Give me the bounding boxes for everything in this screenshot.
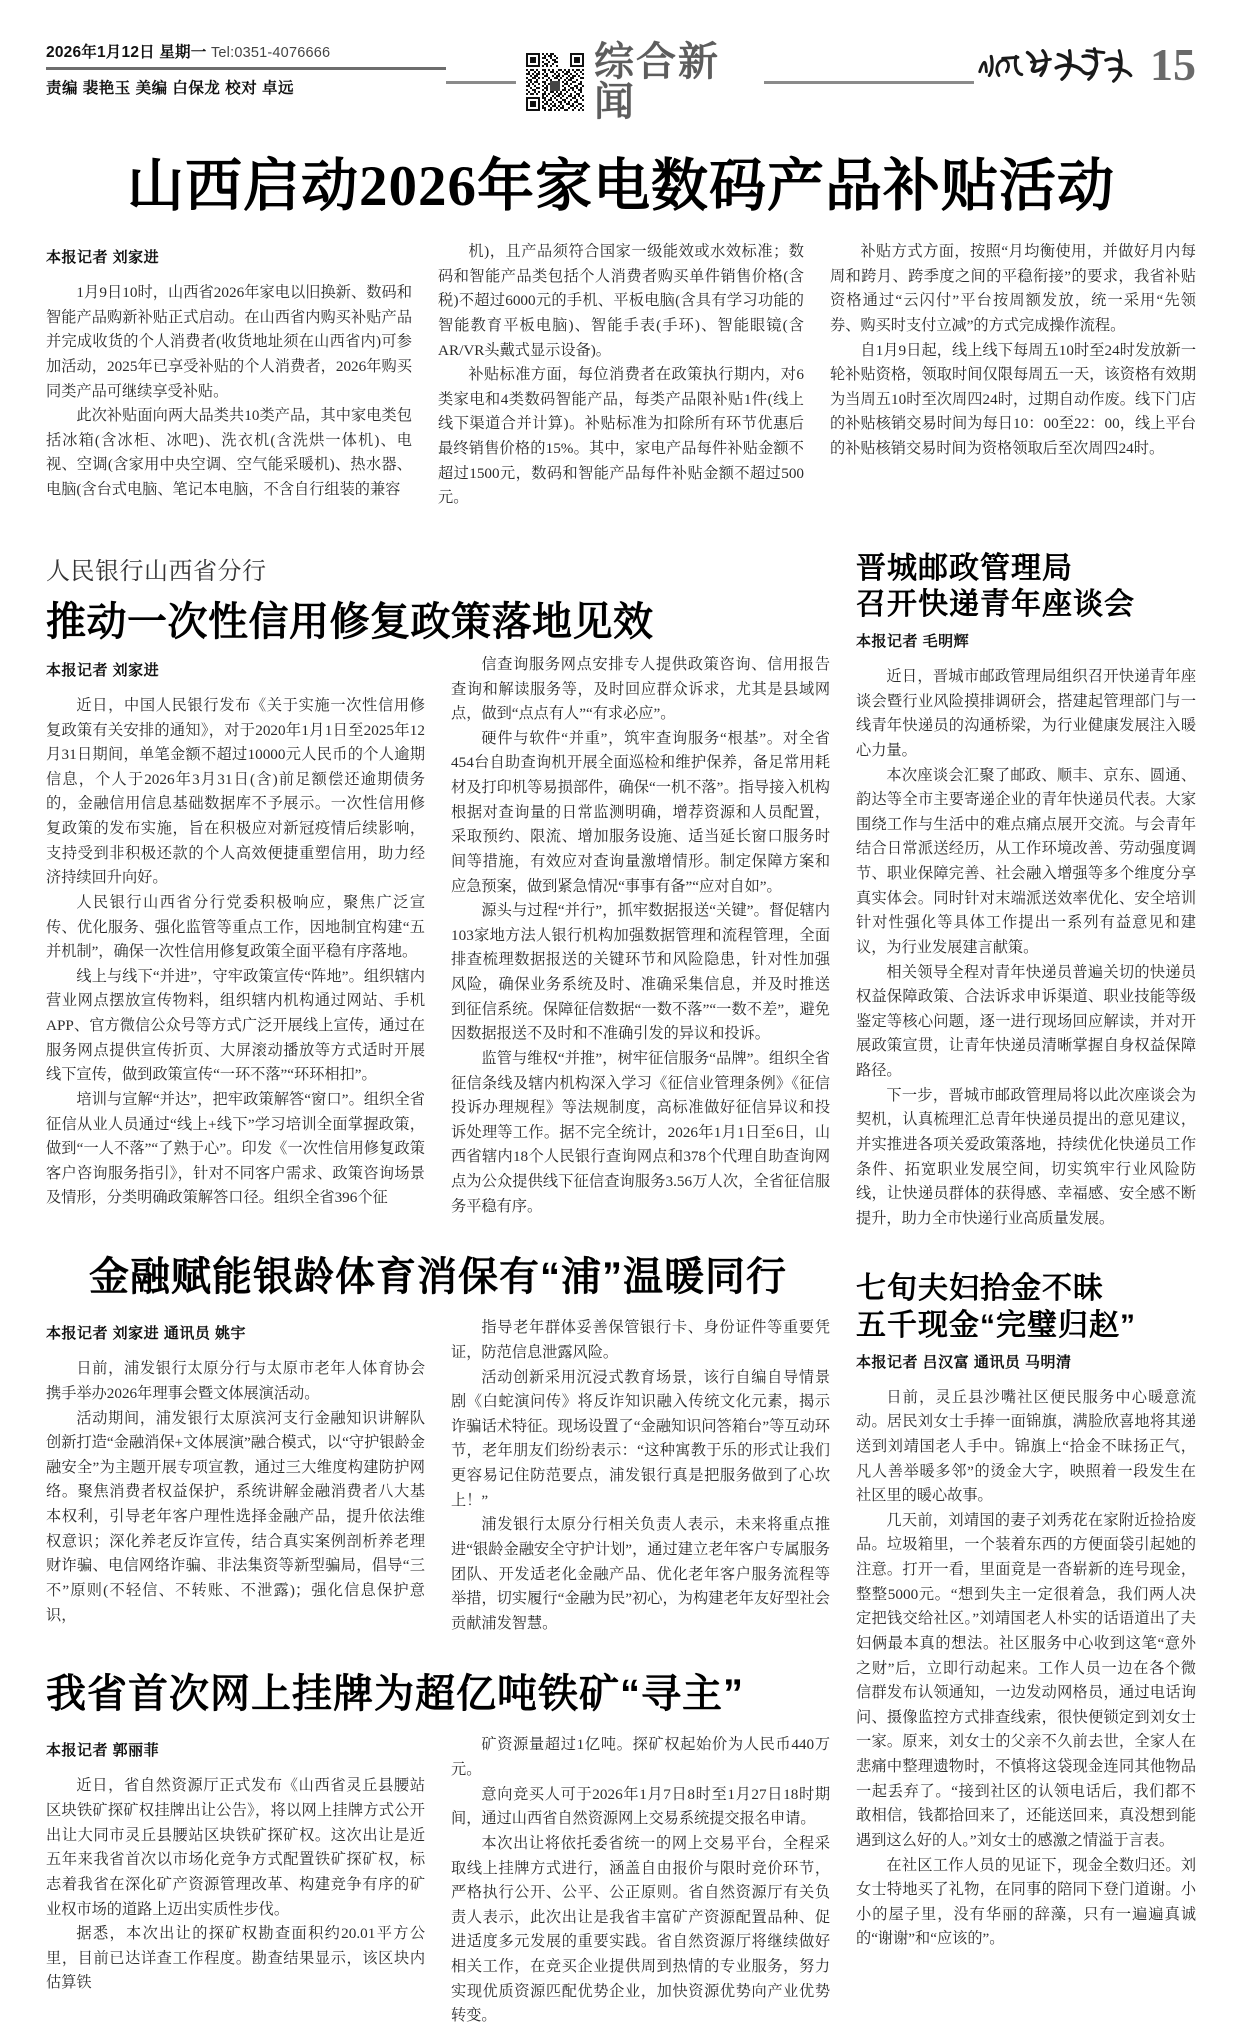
paragraph: 补贴标准方面，每位消费者在政策执行期内，对6类家电和4类数码智能产品，每类产品限补贴1件(线上线下渠道合并计算)。补贴标准为扣除所有环节优惠后最终销售价格的15%。其中，家电产品每件补贴金额不超过1500元，数码和智能产品每件补贴金额不超过500元。 (438, 366, 804, 507)
paragraph: 近日，省自然资源厅正式发布《山西省灵丘县腰站区块铁矿探矿权挂牌出让公告》，将以网上挂牌方式公开出让大同市灵丘县腰站区块铁矿探矿权。这次出让是近五年来我省首次以市场化竞争方式配置铁矿探矿权，标志着我省在深化矿产资源管理改革、构建竞争有序的矿业权市场的道路上迈出实质性步伐。 (46, 1777, 425, 1918)
paragraph: 矿资源量超过1亿吨。探矿权起始价为人民币440万元。 (451, 1736, 830, 1778)
article3-column-2 (451, 1316, 830, 1636)
spacer (46, 1219, 830, 1245)
masthead-dateline (46, 40, 446, 62)
article4-column-2 (451, 1733, 830, 2029)
right-rail (856, 551, 1196, 2029)
paragraph: 日前，浦发银行太原分行与太原市老年人体育协会携手举办2026年理事会暨文体展演活动。 (46, 1360, 425, 1402)
paragraph: 硬件与软件“并重”，筑牢查询服务“根基”。对全省454台自助查询机开展全面巡检和维护保养，备足常用耗材及打印机等易损部件，确保“一机不落”。指导接入机构根据对查询量的日常监测明确，增荐资源和人员配置，采取预约、限流、增加服务设施、适当延长窗口服务时间等措施，有效应对查询量激增情形。制定保障方案和应急预案，做到紧急情况“事事有备”“应对自如”。 (451, 729, 830, 895)
lead-body-1 (46, 281, 412, 503)
article3-body-1 (46, 1357, 425, 1628)
article3-body-2 (451, 1316, 830, 1636)
paragraph: 日前，灵丘县沙嘴社区便民服务中心暖意流动。居民刘女士手捧一面锦旗，满脸欣喜地将其递送到刘靖国老人手中。锦旗上“拾金不昧扬正气，凡人善举暖多邻”的烫金大字，映照着一段发生在社区里的暖心故事。 (856, 1388, 1196, 1505)
article2-body-1 (46, 694, 425, 1211)
paragraph: 本次出让将依托委省统一的网上交易平台，全程采取线上挂牌方式进行，涵盖自由报价与限时竞价环节，严格执行公开、公平、公正原则。省自然资源厅有关负责人表示，此次出让是我省丰富矿产资源配置品种、促进适度多元发展的重要实践。省自然资源厅将继续做好相关工作，在竞买企业提供周到热情的专业服务，努力实现优质资源匹配优势企业，加快资源优势向产业优势转变。 (451, 1834, 830, 2025)
article2-headline: 推动一次性信用修复政策落地见效 (46, 598, 654, 644)
paragraph: 近日，中国人民银行发布《关于实施一次性信用修复政策有关安排的通知》，对于2020年1月1日至2025年12月31日期间，单笔金额不超过10000元人民币的个人逾期信息，个人于2026年3月31日(含)前足额偿还逾期债务的，金融信用信息基础数据库不予展示。一次性信用修复政策的发布实施，旨在积极应对新冠疫情后续影响，支持受到非积极还款的个人高效便捷重塑信用，助力经济持续回升向好。 (46, 696, 425, 887)
paragraph: 此次补贴面向两大品类共10类产品，其中家电类包括冰箱(含冰柜、冰吧)、洗衣机(含洗烘一体机)、电视、空调(含家用中央空调、空气能采暖机)、热水器、电脑(含台式电脑、笔记本电脑，不含自行组装的兼容 (46, 407, 412, 498)
paragraph: 人民银行山西省分行党委积极响应，聚焦广泛宣传、优化服务、强化监管等重点工作，因地制宜构建“五并机制”，确保一次性信用修复政策全面平稳有序落地。 (46, 893, 425, 961)
paragraph: 相关领导全程对青年快递员普遍关切的快递员权益保障政策、合法诉求申诉渠道、职业技能等级鉴定等核心问题，逐一进行现场回应解读，并对开展政策宣贯，让青年快递员清晰掌握自身权益保障路径。 (856, 963, 1196, 1080)
article4-body-2 (451, 1733, 830, 2029)
lead-column-1 (46, 240, 412, 511)
article5-headline-line1: 晋城邮政管理局 (856, 551, 1073, 585)
lead-column-2 (438, 240, 804, 511)
section-title: 综合新闻 (594, 39, 720, 124)
article2-body-2 (451, 653, 830, 1219)
paragraph: 在社区工作人员的见证下，现金全数归还。刘女士特地买了礼物，在同事的陪同下登门道谢。小小的屋子里，没有华丽的辞藻，只有一遍遍真诚的“谢谢”和“应该的”。 (856, 1856, 1196, 1948)
article5-byline: 本报记者 毛明辉 (856, 633, 970, 651)
lead-body-3 (830, 240, 1196, 462)
paragraph: 下一步，晋城市邮政管理局将以此次座谈会为契机，认真梳理汇总青年快递员提出的意见建议，并实推进各项关爱政策落地，持续优化快递员工作条件、拓宽职业发展空间，切实筑牢行业风险防线，让快递员群体的获得感、幸福感、安全感不断提升，助力全市快递行业高质量发展。 (856, 1086, 1196, 1227)
paragraph: 自1月9日起，线上线下每周五10时至24时发放新一轮补贴资格，领取时间仅限每周五一天，该资格有效期为当周五10时至次周四24时，过期自动作废。线下门店的补贴核销交易时间为每日10：00至22：00，线上平台的补贴核销交易时间为资格领取后至次周四24时。 (830, 341, 1196, 457)
paragraph: 指导老年群体妥善保管银行卡、身份证件等重要凭证，防范信息泄露风险。 (451, 1319, 830, 1361)
article3-columns (46, 1316, 830, 1636)
article6-byline: 本报记者 吕汉富 通讯员 马明清 (856, 1353, 1072, 1371)
article5-headline-line2: 召开快递青年座谈会 (856, 588, 1135, 622)
article6-body (856, 1386, 1196, 1952)
paragraph: 据悉，本次出让的探矿权勘查面积约20.01平方公里，目前已达详查工作程度。勘查结果显示，该区块内估算铁 (46, 1925, 425, 1992)
article5-body (856, 665, 1196, 1231)
qr-code-icon[interactable] (526, 53, 584, 111)
telephone: Tel:0351-4076666 (210, 45, 331, 61)
lead-body-2 (438, 240, 804, 511)
masthead-center (446, 36, 974, 122)
page-number: 15 (1150, 39, 1196, 90)
article4-body-1 (46, 1774, 425, 1996)
article4-columns (46, 1733, 830, 2029)
paragraph: 源头与过程“并行”，抓牢数据报送“关键”。督促辖内103家地方法人银行机构加强数据管理和流程管理，全面排查梳理数据报送的关键环节和风险隐患，针对性加强风险，确保业务系统及时、准确采集信息，并及时推送到征信系统。保障征信数据“一数不落”“一数不差”，避免因数据报送不及时和不准确引发的异议和投诉。 (451, 902, 830, 1043)
rule-left (446, 81, 516, 84)
paragraph: 活动创新采用沉浸式教育场景，该行自编自导情景剧《白蛇演问传》将反诈知识融入传统文化元素，揭示诈骗话术特征。现场设置了“金融知识问答箱台”等互动环节，老年朋友们纷纷表示：“这种寓教于乐的形式让我们更容易记住防范要点，浦发银行真是把服务做到了心坎上！” (451, 1368, 830, 1509)
article4-headline: 我省首次网上挂牌为超亿吨铁矿“寻主” (46, 1672, 744, 1717)
paragraph: 机)，且产品须符合国家一级能效或水效标准；数码和智能产品类包括个人消费者购买单件销售价格(含税)不超过6000元的手机、平板电脑(含具有学习功能的智能教育平板电脑)、智能手表(手环)、智能眼镜(含AR/VR头戴式显示设备)。 (438, 243, 804, 359)
article3-byline: 本报记者 刘家进 通讯员 姚宇 (46, 1325, 247, 1343)
paragraph: 补贴方式方面，按照“月均衡使用，并做好月内每周和跨月、跨季度之间的平稳衔接”的要求，我省补贴资格通过“云闪付”平台按周额发放，统一采用“先领券、购买时支付立减”的方式完成操作流程。 (830, 243, 1196, 334)
paragraph: 本次座谈会汇聚了邮政、顺丰、京东、圆通、韵达等全市主要寄递企业的青年快递员代表。大家围绕工作与生活中的难点痛点展开交流。与会青年结合日常派送经历，从工作环境改善、劳动强度调节、职业保障完善、社会融入增强等多个维度分享真实体会。同时针对末端派送效率优化、安全培训针对性强化等具体工作提出一系列有益意见和建议，为行业发展建言献策。 (856, 766, 1196, 956)
paragraph: 近日，晋城市邮政管理局组织召开快递青年座谈会暨行业风险摸排调研会，搭建起管理部门与一线青年快递员的沟通桥梁，为行业健康发展注入暖心力量。 (856, 668, 1196, 759)
article3-headline: 金融赋能银龄体育消保有“浦”温暖同行 (89, 1255, 787, 1300)
masthead-credits: 责编 裴艳玉 美编 白保龙 校对 卓远 (46, 80, 295, 97)
rule-right (764, 81, 974, 84)
masthead-right (974, 36, 1196, 88)
article2-byline: 本报记者 刘家进 (46, 661, 160, 679)
masthead-rule (46, 67, 446, 70)
paragraph: 活动期间，浦发银行太原滨河支行金融知识讲解队创新打造“金融消保+文体展演”融合模式，以“守护银龄金融安全”为主题开展专项宣教，通过三大维度构建防护网络。聚焦消费者权益保护，系统讲解金融消费者八大基本权利，引导老年客户理性选择金融产品，提升依法维权意识；深化养老反诈宣传，结合真实案例剖析养老理财诈骗、电信网络诈骗、非法集资等新型骗局，倡导“三不”原则(不轻信、不转账、不泄露)；强化信息保护意识， (46, 1409, 425, 1624)
article4-byline: 本报记者 郭丽菲 (46, 1742, 160, 1760)
spacer (46, 1302, 830, 1316)
article2-column-1 (46, 653, 425, 1219)
paragraph: 意向竞买人可于2026年1月7日8时至1月27日18时期间，通过山西省自然资源网上交易系统提交报名申请。 (451, 1785, 830, 1828)
paragraph: 信查询服务网点安排专人提供政策咨询、信用报告查询和解读服务等，及时回应群众诉求，尤其是县域网点，做到“点点有人”“有求必应”。 (451, 655, 830, 723)
paper-logo-icon (974, 43, 1146, 87)
paragraph: 浦发银行太原分行相关负责人表示，未来将重点推进“银龄金融安全守护计划”，通过建立老年客户专属服务团队、开发适老化金融产品、优化老年客户服务流程等举措，切实履行“金融为民”初心，为构建老年友好型社会贡献浦发智慧。 (451, 1516, 830, 1632)
spacer (46, 1636, 830, 1662)
spacer (46, 511, 1196, 551)
article3-column-1 (46, 1316, 425, 1636)
article6-headline-line1: 七旬夫妇拾金不昧 (856, 1272, 1104, 1306)
article2-block (46, 551, 830, 2029)
spacer (46, 1719, 830, 1733)
middle-band (46, 551, 1196, 2029)
masthead (46, 36, 1196, 124)
paragraph: 几天前，刘靖国的妻子刘秀花在家附近捡拾废品。垃圾箱里，一个装着东西的方便面袋引起她的注意。打开一看，里面竟是一沓崭新的连号现金，整整5000元。“想到失主一定很着急，我们两人决定把钱交给社区。”刘靖国老人朴实的话语道出了夫妇俩最本真的想法。社区服务中心收到这笔“意外之财”后，立即行动起来。工作人员一边在各个微信群发布认领通知，一边发动网格员，通过电话询问、摄像监控方式排查线索，很快便锁定到刘女士一家。原来，刘女士的父亲不久前去世，全家人在悲痛中整理遗物时，不慎将这袋现金连同其他物品一起丢弃了。“接到社区的认领电话后，我们都不敢相信，钱都拾回来了，还能送回来，真没想到能遇到这么好的人。”刘女士的感激之情溢于言表。 (856, 1511, 1196, 1849)
article2-columns (46, 653, 830, 1219)
lead-headline: 山西启动2026年家电数码产品补贴活动 (127, 155, 1115, 218)
publication-date: 2026年1月12日 星期一 (46, 44, 207, 61)
article6-headline-line2: 五千现金“完璧归赵” (856, 1309, 1136, 1343)
masthead-left (46, 36, 446, 98)
paragraph: 线上与线下“并进”，守牢政策宣传“阵地”。组织辖内营业网点摆放宣传物料，组织辖内机构通过网站、手机APP、官方微信公众号等方式广泛开展线上宣传，通过在服务网点提供宣传折页、大屏滚动播放等方式适时开展线下宣传，做到政策宣传“一环不落”“环环相扣”。 (46, 967, 425, 1084)
article2-kicker: 人民银行山西省分行 (46, 558, 267, 585)
article4-column-1 (46, 1733, 425, 2029)
paragraph: 1月9日10时，山西省2026年家电以旧换新、数码和智能产品购新补贴正式启动。在山西省内购买补贴产品并完成收货的个人消费者(收货地址须在山西省内)可参加活动，2025年已享受补贴的个人消费者，2026年购买同类产品可继续享受补贴。 (46, 284, 412, 400)
lead-article-columns (46, 240, 1196, 511)
spacer (856, 1231, 1196, 1271)
article2-column-2 (451, 653, 830, 1219)
lead-byline: 本报记者 刘家进 (46, 249, 160, 266)
paragraph: 培训与宣解“并达”，把牢政策解答“窗口”。组织全省征信从业人员通过“线上+线下”学习培训全面掌握政策，做到“一人不落”“了熟于心”。印发《一次性信用修复政策客户咨询服务指引》，针对不同客户需求、政策咨询场景及情形，分类明确政策解答口径。组织全省396个征 (46, 1090, 425, 1207)
paragraph: 监管与维权“并推”，树牢征信服务“品牌”。组织全省征信条线及辖内机构深入学习《征信业管理条例》《征信投诉办理规程》等法规制度，高标准做好征信异议和投诉处理等工作。据不完全统计，2026年1月1日至6日，山西省辖内18个人民银行查询网点和378个代理自助查询网点为公众提供线下征信查询服务3.56万人次，全省征信服务平稳有序。 (451, 1049, 830, 1215)
lead-column-3 (830, 240, 1196, 511)
